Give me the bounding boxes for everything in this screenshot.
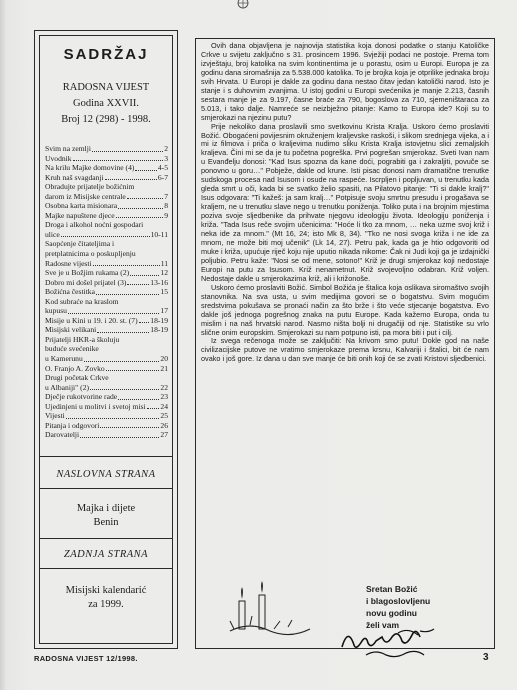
toc-entry [45, 182, 168, 192]
toc-entry-title: Majke napuštene djece [45, 210, 115, 220]
toc-dot-leader [105, 179, 157, 180]
toc-entry-page: 11 [160, 258, 168, 268]
toc-entry-page: 22 [160, 382, 168, 392]
toc-entry-title: Droga i alkohol noćni gospodari [45, 220, 144, 230]
christmas-candles-icon [222, 569, 312, 641]
toc-entry-title: Prijatelji HKR-a školuju [45, 334, 120, 344]
toc-entry-title: ulice [45, 229, 60, 239]
toc-entry-page: 27 [160, 430, 168, 440]
divider [40, 488, 172, 489]
contents-heading: SADRŽAJ [63, 46, 149, 63]
toc-entry-title: Drugi početak Crkve [45, 373, 109, 383]
toc-entry-title: u Kamerunu [45, 354, 83, 364]
toc-entry-page: 9 [164, 210, 168, 220]
toc-entry [45, 402, 168, 412]
article-paragraph: Ovih dana objavljena je najnovija statistika koja donosi podatke o stanju Katoličke Crkve u svijetu zaključno s 31. prosincem 1996. Svježiji podaci ne postoje. Prema tom izvještaju, broj katolika na svim kontinentima je u porastu, osim u Europi. Europa je za godinu dana siromašnija za 5.538.000 katolika. To je brojka koja je otprilike jednaka broju svih Hrvata. U Europi je dakle za godinu dana nestao čitav jedan katolički narod. Isto je stanje i s duhovnim zvanjima. U istoj godini u Europi svećenika je manje 2.213, časnih sestara manje je za 9.197, časne braće za 790, bogoslova za 710, sjemeništaraca za 5.013, i tako dalje. Namreće se neizbježno pitanje: Kamo to Europa ide? Koji su to smjerokazi na njezinu putu? [201, 41, 489, 122]
toc-entry-page: 2 [164, 144, 168, 153]
toc-entry-page: 25 [160, 411, 168, 421]
toc-dot-leader [147, 408, 160, 409]
toc-entry-page: 20 [160, 354, 168, 364]
toc-dot-leader [84, 361, 160, 362]
toc-entry-page: 23 [160, 392, 168, 402]
toc-dot-leader [90, 389, 159, 390]
toc-dot-leader [96, 294, 159, 295]
toc-entry-title: Obradujte prijatelje božićnim [45, 182, 135, 192]
toc-entry-page: 24 [160, 401, 168, 411]
toc-entry-title: Na krilu Majke domovine (4) [45, 163, 135, 173]
toc-entry [45, 259, 168, 269]
page-number: 3 [483, 652, 489, 663]
toc-entry [45, 249, 168, 259]
footer-publication: RADOSNA VIJEST 12/1998. [34, 654, 138, 663]
greeting-line: novu godinu [366, 608, 417, 618]
toc-entry [45, 278, 168, 288]
toc-dot-leader [127, 284, 149, 285]
toc-entry-page: 7 [164, 191, 168, 201]
toc-dot-leader [106, 370, 160, 371]
article-paragraph: Prije nekoliko dana proslavili smo svetkovinu Krista Kralja. Uskoro ćemo proslaviti Božić. Obogaćeni povijesnim okruženjem kraljevske raskoši, i slikom srednjega vijeka, a i mi iz filmova i priča o kraljevima nudimo sliku Krista Kralja istovjetnu slici zemaljskih kraljeva. Čini mi se da je tu početna pogreška. Prvi pogrešan smjerokaz. Sveti Ivan nam u Evanđelju donosi: "Kad Isus spozna da kane doći, pograbiti ga i zakraljiti, povuče se ponovno u goru…" Pobježe, dakle od krune. Isti pisac donosi nam dramatične trenutke sudskoga procesa nad Isusom i osude na raspeće. Iscrpljen i popljuvan, u trenutku kada gleda smrt u oči, kada bi se svatko želio spasiti, na Pilatovo pitanje: "Ti si dakle kralj?" Isus odgovara: "Ti kažeš: ja sam kralj…" Potpisuje svoju smrtnu presudu i progašava se kraljem, ne u trenutku slave nego u trenutku poniženja. Toliko puta i na brojnim mjestima poziva svoje sljedbenike da prihvate njegovu ideologiju života. Ideologiju poniženja i križa. "Tada Isus reče svojim učenicima: "Hoće li tko za mnom, … neka uzme svoj križ i neka ide za mnom." (Mt 16, 24; isto Mk 8, 34). "Tko ne nosi svoga križa i ne ide za mnom, ne može biti moj učenik" (Lk 14, 27). Petru pak, kada ga je htio odgovoriti od muke i križa, upućuje riječ koju nije uputio nikada nikome: Čak ni Judi koji ga je izdajnički poljubio. Petru kaže: "Nosi se od mene, sotono!" Križ je drugi smjerokaz koji nedostaje Europi na putu za Isusom. Križ nenametnut. Križ svojevoljno odabran. Križ voljen. Nedostaje dakle u smjerokazima križ, ali i križonoše. [201, 121, 489, 283]
toc-entry [45, 192, 168, 202]
toc-dot-leader [66, 418, 160, 419]
toc-entry [45, 392, 168, 402]
front-cover-line: Majka i dijete [76, 503, 136, 514]
toc-entry-title: darom iz Misijske centrale [45, 191, 126, 201]
toc-dot-leader [118, 399, 159, 400]
toc-entry [45, 430, 168, 440]
toc-entry-page: 6-7 [157, 172, 168, 182]
toc-entry-page: 8 [164, 201, 168, 211]
toc-entry [45, 268, 168, 278]
toc-entry [45, 163, 168, 173]
publication-name: RADOSNA VIJEST [62, 82, 150, 93]
toc-entry-title: Radosne vijesti [45, 258, 92, 268]
editorial-text [201, 42, 489, 364]
toc-entry-title: Uvodnik [45, 153, 72, 163]
toc-entry [45, 316, 168, 326]
back-cover-description [40, 584, 172, 612]
toc-entry-page: 10-11 [150, 229, 168, 239]
toc-entry-title: Pitanja i odgovori [45, 420, 100, 430]
toc-dot-leader [116, 217, 164, 218]
toc-dot-leader [127, 198, 163, 199]
divider [40, 538, 172, 539]
toc-entry-title: Sve je u Božjim rukama (2) [45, 268, 130, 278]
toc-entry-title: Kruh naš svagdanji [45, 172, 104, 182]
divider [40, 568, 172, 569]
toc-entry-title: Ujedinjeni u molitvi i svetoj misi [45, 401, 146, 411]
toc-entry-title: Saopćenje čitateljima i [45, 239, 115, 249]
toc-dot-leader [92, 151, 163, 152]
toc-entry-page: 13-16 [150, 277, 168, 287]
article-paragraph: Uskoro ćemo proslaviti Božić. Simbol Božića je štalica koja oslikava siromaštvo svojih stanovnika. Na sva usta, u svim medijima govori se o bogatstvu. Svim mogućim sredstvima pokušava se pronaći način za što brže i što veće stjecanje bogatstva. Evo dakle još jednoga pogrešnog znaka na putu Europe. Kada kažemo Europa, onda tu mislim i na naš hrvatski narod. Nasmo ništa bolji ni drugačiji od nje. Statistike su vrlo slične onim europskim. Smjerokazi su nam potpuno isti, pa mora biti i put i cilj. [201, 282, 489, 337]
toc-entry [45, 306, 168, 316]
toc-entry [45, 297, 168, 307]
toc-entry-page: 15 [160, 287, 168, 297]
toc-entry [45, 154, 168, 164]
toc-entry [45, 144, 168, 154]
toc-entry-title: Darovatelji [45, 430, 80, 440]
toc-entry-page: 3 [164, 153, 168, 163]
toc-entry-page: 4-5 [157, 163, 168, 173]
toc-entry [45, 411, 168, 421]
toc-entry-page: 26 [160, 420, 168, 430]
toc-entry-title: Misijski velikani [45, 325, 97, 335]
toc-entry [45, 239, 168, 249]
toc-entry-page: 12 [160, 268, 168, 278]
publication-issue: Broj 12 (298) - 1998. [61, 114, 151, 125]
toc-entry-title: buduće svećenike [45, 344, 99, 354]
toc-entry-title: u Albaniji" (2) [45, 382, 90, 392]
toc-entry-title: Misije u Kini u 19. i 20. st. (7) [45, 315, 138, 325]
toc-entry-title: pretplatnicima o poskupljenju [45, 249, 136, 259]
toc-dot-leader [118, 208, 163, 209]
front-cover-description [40, 502, 172, 530]
greeting-line: i blagoslovljenu [366, 596, 431, 606]
toc-entry [45, 325, 168, 335]
toc-entry-title: Božićna čestitka [45, 287, 95, 297]
toc-entry-page: 17 [160, 306, 168, 316]
toc-dot-leader [68, 313, 159, 314]
christmas-greeting [366, 583, 466, 631]
toc-entry [45, 230, 168, 240]
toc-entry [45, 383, 168, 393]
toc-entry [45, 173, 168, 183]
toc-dot-leader [130, 275, 159, 276]
divider [40, 456, 172, 457]
toc-entry-page: 21 [160, 363, 168, 373]
toc-dot-leader [135, 170, 156, 171]
toc-entry-page: 18-19 [150, 325, 168, 335]
toc-entry [45, 211, 168, 221]
toc-entry-title: Svim na zemlji [45, 144, 91, 153]
contents-inner-frame [39, 35, 173, 644]
toc-entry [45, 421, 168, 431]
article-paragraph: Iz svega rečenoga može se zaključiti: Na krivom smo putu! Dokle god na naše civilizacijske putove ne vratimo smjerokaze prema krsnu, Kalvariji i štalici, bit će nam ovako i još gore. Iz dana u dan sve manje će biti onih koji će se zvati Kristovi sljedbenici. [201, 336, 489, 364]
toc-dot-leader [100, 427, 159, 428]
toc-entry-title: Dječje rukotvorine rade [45, 392, 118, 402]
contents-sidebar [34, 30, 178, 649]
toc-dot-leader [61, 236, 150, 237]
globe-icon [236, 0, 250, 10]
toc-entry-title: O. Franjo A. Zovko [45, 363, 105, 373]
back-cover-line: Misijski kalendarić [65, 585, 147, 596]
toc-dot-leader [73, 160, 164, 161]
toc-entry-title: Kod subraće na kraslom [45, 296, 119, 306]
editorial-box [195, 38, 495, 649]
toc-dot-leader [139, 322, 150, 323]
back-cover-heading: ZADNJA STRANA [63, 549, 149, 560]
toc-entry [45, 220, 168, 230]
toc-entry-title: kupusu [45, 306, 67, 316]
contents-list [45, 144, 168, 440]
toc-entry [45, 335, 168, 345]
toc-entry [45, 344, 168, 354]
toc-entry [45, 354, 168, 364]
toc-entry [45, 373, 168, 383]
toc-entry-title: Dobro mi došel prijatel (3) [45, 277, 127, 287]
toc-entry [45, 201, 168, 211]
editor-signature [336, 625, 456, 661]
toc-entry-page: 18-19 [150, 315, 168, 325]
toc-dot-leader [93, 265, 160, 266]
toc-entry [45, 364, 168, 374]
front-cover-heading: NASLOVNA STRANA [56, 469, 156, 480]
greeting-line: želi vam [366, 620, 400, 630]
publication-volume: Godina XXVII. [73, 98, 139, 109]
toc-entry-title: Vijesti [45, 411, 65, 421]
toc-dot-leader [97, 332, 149, 333]
toc-dot-leader [80, 437, 159, 438]
toc-entry [45, 287, 168, 297]
front-cover-line: Benin [93, 517, 119, 528]
greeting-line: Sretan Božić [366, 584, 418, 594]
back-cover-line: za 1999. [88, 599, 124, 610]
toc-entry-title: Osobna karta misionara [45, 201, 118, 211]
